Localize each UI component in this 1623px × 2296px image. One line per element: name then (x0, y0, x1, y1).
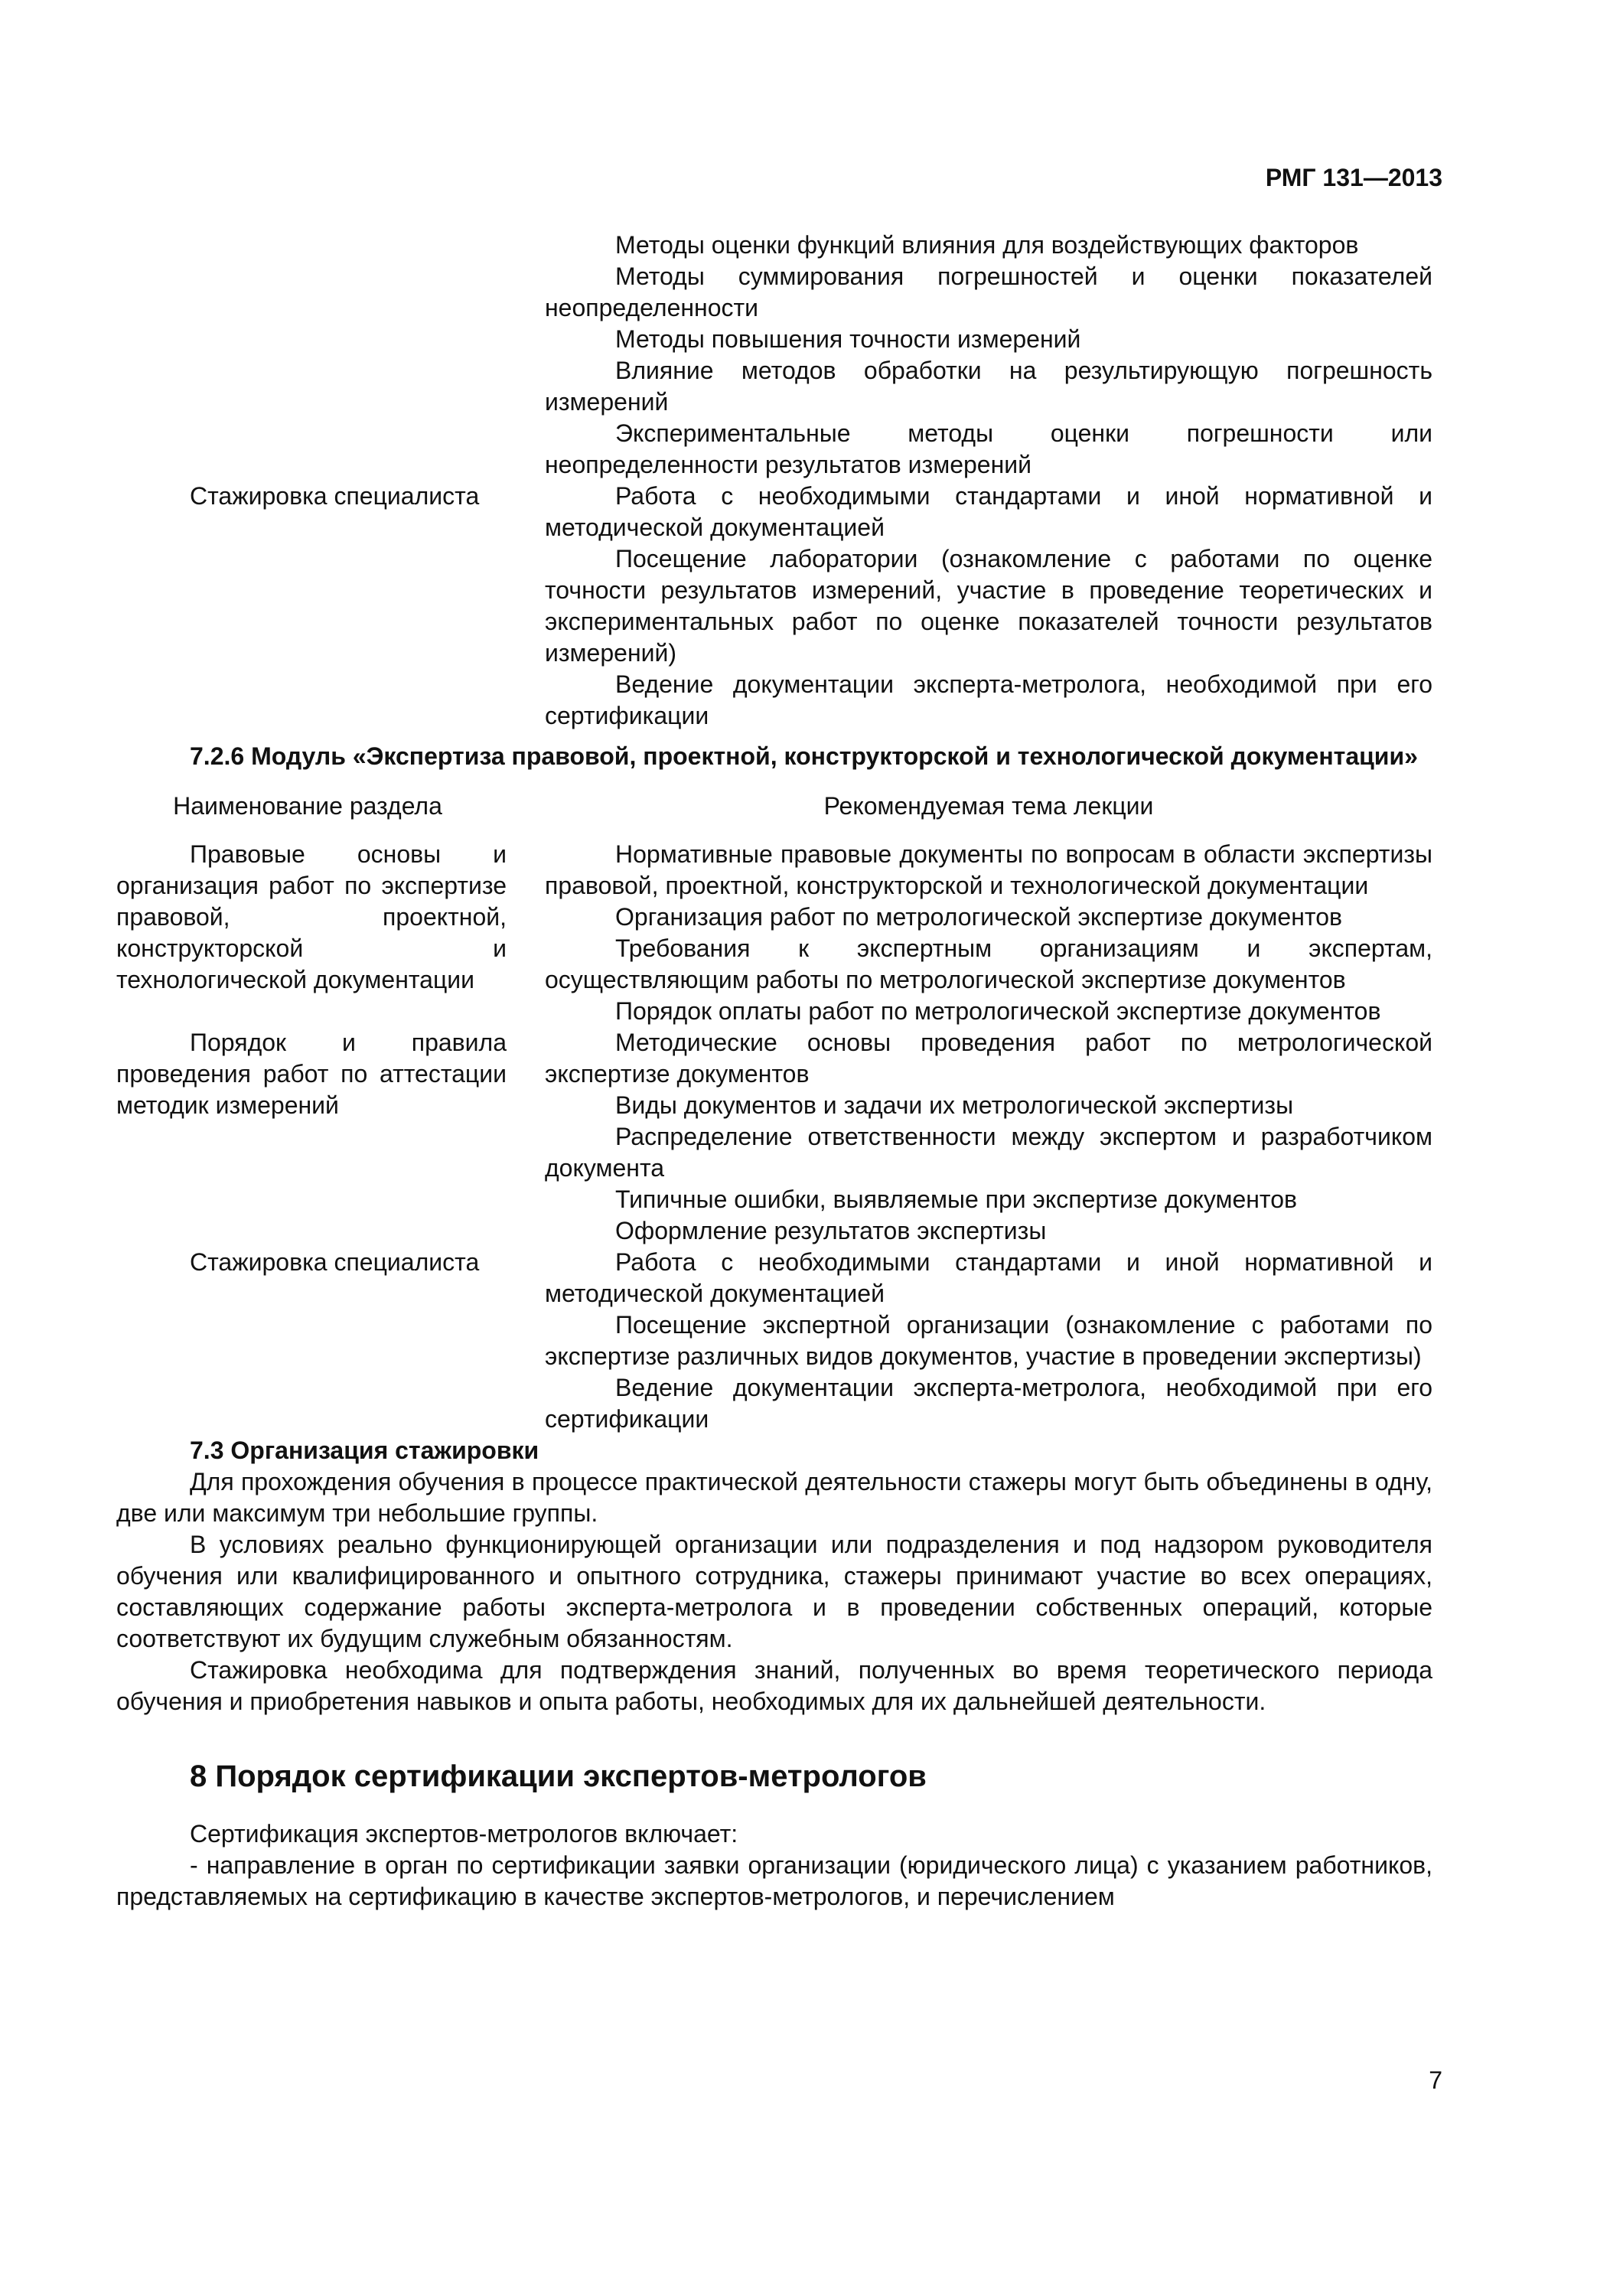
table-row (116, 839, 1432, 1027)
table-row (116, 1247, 1432, 1435)
paragraph: В условиях реально функционирующей организации или подразделения и под надзором руководителя обучения или квалифицированного и опытного сотрудника, стажеры принимают участие во всех операциях, составляющих содержание работы эксперта-метролога и в проведении собственных операций, которые соответствуют их будущим служебным обязанностям. (116, 1531, 1432, 1652)
column-header-topic: Рекомендуемая тема лекции (823, 792, 1154, 820)
module-heading: 7.2.6 Модуль «Экспертиза правовой, проектной, конструкторской и технологической документации» (190, 742, 1418, 770)
table-right-cell (545, 230, 1432, 481)
lecture-topic: Методические основы проведения работ по метрологической экспертизе документов (545, 1029, 1432, 1088)
table-row-pre (116, 230, 1432, 481)
lecture-topic: Ведение документации эксперта-метролога, необходимой при его сертификации (545, 670, 1432, 729)
table-right-cell (545, 839, 1432, 1027)
section-name: Стажировка специалиста (190, 482, 480, 510)
paragraph: Стажировка необходима для подтверждения знаний, полученных во время теоретического периода обучения и приобретения навыков и опыта работы, необходимых для их дальнейшей деятельности. (116, 1656, 1432, 1715)
section-heading: 8 Порядок сертификации экспертов-метрологов (190, 1760, 927, 1793)
lecture-topic: Порядок оплаты работ по метрологической экспертизе документов (615, 997, 1381, 1025)
lecture-topic: Требования к экспертным организациям и экспертам, осуществляющим работы по метрологической экспертизе документов (545, 934, 1432, 993)
table-right-cell (545, 1247, 1432, 1435)
lecture-topic: Влияние методов обработки на результирующую погрешность измерений (545, 357, 1432, 416)
lecture-topic: Нормативные правовые документы по вопросам в области экспертизы правовой, проектной, конструкторской и технологической документации (545, 840, 1432, 899)
lecture-topic: Методы повышения точности измерений (615, 325, 1081, 353)
page-number: 7 (1429, 2066, 1442, 2094)
table-column-headers (116, 791, 1432, 822)
section-name: Правовые основы и организация работ по экспертизе правовой, проектной, конструкторской и технологической документации (116, 840, 507, 993)
lecture-topic: Посещение лаборатории (ознакомление с работами по оценке точности результатов измерений, участие в проведение теоретических и экспериментальных работ по оценке показателей точности результатов измерений) (545, 545, 1432, 667)
lecture-topic: Типичные ошибки, выявляемые при экспертизе документов (615, 1186, 1298, 1213)
table-row-internship (116, 481, 1432, 732)
paragraph: Сертификация экспертов-метрологов включает: (190, 1820, 738, 1848)
section-name: Порядок и правила проведения работ по аттестации методик измерений (116, 1029, 507, 1119)
lecture-topic: Оформление результатов экспертизы (615, 1217, 1047, 1244)
lecture-topic: Экспериментальные методы оценки погрешности или неопределенности результатов измерений (545, 419, 1432, 478)
lecture-topic: Распределение ответственности между экспертом и разработчиком документа (545, 1123, 1432, 1182)
lecture-topic: Посещение экспертной организации (ознакомление с работами по экспертизе различных видов документов, участие в проведении экспертизы) (545, 1311, 1432, 1370)
document-code: РМГ 131—2013 (1265, 164, 1442, 191)
page-content (116, 230, 1432, 1913)
subsection-heading: 7.3 Организация стажировки (190, 1437, 539, 1464)
paragraph: Для прохождения обучения в процессе практической деятельности стажеры могут быть объединены в одну, две или максимум три небольшие группы. (116, 1468, 1432, 1527)
lecture-topic: Виды документов и задачи их метрологической экспертизы (615, 1091, 1294, 1119)
section-name: Стажировка специалиста (190, 1248, 480, 1276)
table-left-empty (116, 230, 545, 481)
lecture-topic: Ведение документации эксперта-метролога, необходимой при его сертификации (545, 1374, 1432, 1433)
table-row (116, 1027, 1432, 1247)
lecture-topic: Методы оценки функций влияния для воздействующих факторов (615, 231, 1359, 259)
list-item: - направление в орган по сертификации заявки организации (юридического лица) с указанием работников, представляемых на сертификацию в качестве экспертов-метрологов, и перечислением (116, 1851, 1432, 1910)
lecture-topic: Работа с необходимыми стандартами и иной нормативной и методической документацией (545, 1248, 1432, 1307)
lecture-topic: Организация работ по метрологической экспертизе документов (615, 903, 1342, 931)
lecture-topic: Методы суммирования погрешностей и оценки показателей неопределенности (545, 263, 1432, 321)
lecture-topic: Работа с необходимыми стандартами и иной нормативной и методической документацией (545, 482, 1432, 541)
table-right-cell (545, 1027, 1432, 1247)
table-right-cell (545, 481, 1432, 732)
column-header-section: Наименование раздела (173, 792, 442, 820)
